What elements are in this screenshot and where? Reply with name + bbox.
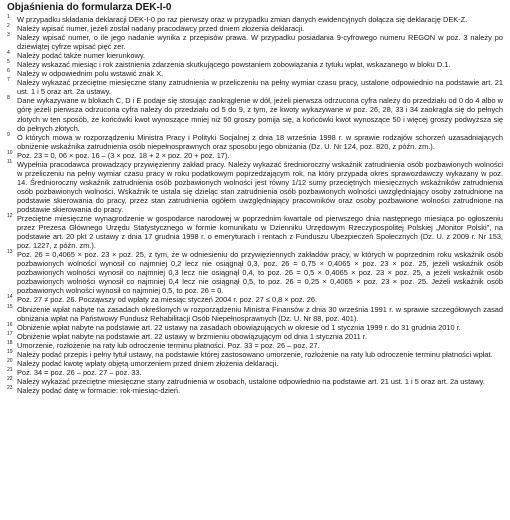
note-text: Należy wskazać miesiąc i rok zaistnienia zdarzenia skutkującego powstaniem zobowiązania z tytułu wpłat, wskazanego w bloku D.1. bbox=[17, 60, 451, 70]
note-item bbox=[7, 78, 503, 96]
notes-list bbox=[7, 15, 503, 395]
note-text: Należy podać kwotę wpłaty objętą umorzeniem przed dniem złożenia deklaracji. bbox=[17, 358, 279, 368]
note-number: 3 bbox=[7, 32, 10, 39]
note-number: 7 bbox=[7, 77, 10, 84]
note-number: 10 bbox=[7, 149, 13, 156]
note-number: 9 bbox=[7, 131, 10, 138]
note-item bbox=[7, 368, 503, 377]
note-number: 6 bbox=[7, 68, 10, 75]
note-text: Należy wpisać numer, o ile jego nadanie wynika z przepisów prawa. W przypadku posiadania 9-cyfrowego numeru REGON w poz. 3 należy po dziewiątej cyfrze wpisać pięć zer. bbox=[17, 33, 503, 52]
note-item bbox=[7, 332, 503, 341]
note-number: 20 bbox=[7, 357, 13, 364]
note-item bbox=[7, 96, 503, 132]
note-number: 12 bbox=[7, 213, 13, 220]
document-title: Objaśnienia do formularza DEK-I-0 bbox=[7, 2, 172, 13]
note-item bbox=[7, 15, 503, 24]
note-number: 2 bbox=[7, 23, 10, 30]
note-text: Należy podać datę w formacie: rok-miesiąc-dzień. bbox=[17, 385, 181, 395]
note-text: Poz. 27 ≠ poz. 26. Począwszy od wpłaty za miesiąc styczeń 2004 r. poz. 27 ≤ 0,8 × poz. 26. bbox=[17, 295, 317, 305]
note-text: Należy w odpowiednim polu wstawić znak X. bbox=[17, 69, 164, 79]
note-number: 15 bbox=[7, 303, 13, 310]
note-text: Umorzenie, rozłożenie na raty lub odroczenie terminu płatności. Poz. 33 = poz. 26 – poz. 27. bbox=[17, 340, 320, 350]
note-number: 11 bbox=[7, 158, 13, 165]
note-item bbox=[7, 341, 503, 350]
note-text: Poz. 23 = 0, 06 × poz. 16 – (3 × poz. 18 + 2 × poz. 20 + poz. 17). bbox=[17, 150, 230, 160]
note-text: Obniżenie wpłat nabyte na podstawie art. 22 ustawy w brzmieniu obowiązującym od dnia 1 stycznia 2011 r. bbox=[17, 331, 367, 341]
note-text: Obniżenie wpłat nabyte na podstawie art. 22 ustawy na zasadach obowiązujących w okresie od 1 stycznia 1999 r. do 31 grudnia 2010 r. bbox=[17, 322, 461, 332]
note-number: 22 bbox=[7, 375, 13, 382]
note-item bbox=[7, 33, 503, 51]
note-number: 5 bbox=[7, 59, 10, 66]
note-text: Wypełnia pracodawca prowadzący przywięzienny zakład pracy. Należy wykazać średnioroczny wskaźnik zatrudnienia osób pozbawionych wolności w przeliczeniu na pełny wymiar czasu pracy w roku podatkowym poprzedzającym rok, na który przypada okres sprawozdawczy wykazany w poz. 14. Średnioroczny wskaźnik zatrudnienia osób pozbawionych wolności jest równy 1/12 sumy przeciętnych miesięcznych wskaźników zatrudnienia osób pozbawionych wolności. Wskaźnik te ustala się dzieląc stan zatrudnienia osób pozbawionych wolności uwzględniający osoby zatrudnione na podstawie skierowania do pracy, przez stan zatrudnienia ogółem uwzględniający pracowników oraz osoby pozbawione wolności zatrudnione na podstawie skierowania do pracy. bbox=[17, 159, 503, 214]
note-number: 4 bbox=[7, 50, 10, 57]
note-item bbox=[7, 350, 503, 359]
note-number: 14 bbox=[7, 294, 13, 301]
note-item bbox=[7, 359, 503, 368]
note-item bbox=[7, 60, 503, 69]
note-item bbox=[7, 323, 503, 332]
note-text: Poz. 26 = 0,4065 × poz. 23 × poz. 25, z tym, że w odniesieniu do przywięziennych zakładów pracy, w których w poprzednim roku wskaźnik osób pozbawionych wolności wynosił co najmniej 0,2 lecz nie osiągnął 0,3, poz. 26 = 0,75 × 0,4065 × poz. 23 × poz. 25, jeżeli wskaźnik osób pozbawionych wolności wynosił co najmniej 0,3 lecz nie osiągnął 0,4, to poz. 26 = 0,5 × 0,4065 × poz. 23 × poz. 25, a jeżeli wskaźnik osób pozbawionych wolności wynosił co najmniej 0,4 lecz nie osiągnął 0,5, to poz. 26 = 0,25 × 0,4065 × poz. 23 × poz. 25. Jeżeli wskaźnik osób pozbawionych wolności wynosił co najmniej 0,5, to poz. 26 = 0. bbox=[17, 250, 503, 296]
note-item bbox=[7, 377, 503, 386]
note-item bbox=[7, 24, 503, 33]
note-text: Należy wykazać przeciętne miesięczne stany zatrudnienia w osobach, ustalone odpowiednio na podstawie art. 21 ust. 1 i 5 oraz art. 2a ustawy. bbox=[17, 376, 485, 386]
note-item bbox=[7, 386, 503, 395]
note-text: Przeciętne miesięczne wynagrodzenie w gospodarce narodowej w poprzednim kwartale od pierwszego dnia następnego miesiąca po ogłoszeniu przez Prezesa Głównego Urzędu Statystycznego w formie komunikatu w Dzienniku Urzędowym Rzeczypospolitej Polskiej „Monitor Polski", na podstawie art. 20 pkt 2 ustawy z dnia 17 grudnia 1998 r. o emeryturach i rentach z Funduszu Ubezpieczeń Społecznych (Dz. U. z 2009 r. Nr 153, poz. 1227, z późn. zm.). bbox=[17, 214, 503, 251]
note-item bbox=[7, 305, 503, 323]
note-text: W przypadku składania deklaracji DEK-I-0 po raz pierwszy oraz w przypadku zmian danych ewidencyjnych dołącza się deklarację DEK-Z. bbox=[17, 15, 468, 24]
note-text: Należy wykazać przeciętne miesięczne stany zatrudnienia w przeliczeniu na pełny wymiar czasu pracy, ustalone odpowiednio na podstawie art. 21 ust. 1 i 5 oraz art. 2a ustawy. bbox=[17, 78, 503, 97]
note-number: 1 bbox=[7, 14, 10, 20]
note-text: O których mowa w rozporządzeniu Ministra Pracy i Polityki Socjalnej z dnia 18 września 1998 r. w sprawie rodzajów schorzeń uzasadniających obniżenie wskaźnika zatrudnienia osób niepełnosprawnych oraz sposobu jego obniżania (Dz. U. Nr 124, poz. 820, z późn. zm.). bbox=[17, 132, 503, 151]
note-number: 13 bbox=[7, 249, 13, 256]
note-item bbox=[7, 160, 503, 214]
note-text: Należy podać także numer kierunkowy. bbox=[17, 51, 146, 61]
note-number: 18 bbox=[7, 339, 13, 346]
note-text: Należy wpisać numer, jeżeli został nadany pracodawcy przed dniem złożenia deklaracji. bbox=[17, 24, 305, 34]
note-text: Należy podać przepis i pełny tytuł ustawy, na podstawie której zastosowano umorzenie, rozłożenie na raty lub odroczenie terminu płatności wpłat. bbox=[17, 349, 493, 359]
note-item bbox=[7, 214, 503, 250]
note-item bbox=[7, 151, 503, 160]
note-text: Poz. 34 = poz. 26 – poz. 27 – poz. 33. bbox=[17, 367, 142, 377]
note-number: 23 bbox=[7, 384, 13, 391]
note-number: 16 bbox=[7, 321, 13, 328]
note-text: Dane wykazywane w blokach C, D i E podaje się stosując zaokrąglenie w dół, jeżeli pierwsza odrzucona cyfra należy do przedziału od 0 do 4 albo w górę jeżeli pierwsza odrzucona cyfra należy do przedziału od 5 do 9, z tym, że kwoty wykazywane w poz. 26, 28, 33 i 34 zaokrągla się do pełnych złotych w ten sposób, że końcówki kwot wynoszące mniej niż 50 groszy pomija się, a końcówki kwot wynoszące 50 i więcej groszy podwyższa się do pełnych złotych. bbox=[17, 96, 503, 133]
note-number: 21 bbox=[7, 366, 13, 373]
note-number: 19 bbox=[7, 348, 13, 355]
note-number: 17 bbox=[7, 330, 13, 337]
note-number: 8 bbox=[7, 95, 10, 102]
note-item bbox=[7, 51, 503, 60]
note-item bbox=[7, 250, 503, 295]
note-item bbox=[7, 133, 503, 151]
note-item bbox=[7, 295, 503, 304]
note-item bbox=[7, 69, 503, 78]
note-text: Obniżenie wpłat nabyte na zasadach określonych w rozporządzeniu Ministra Finansów z dnia 30 września 1991 r. w sprawie szczegółowych zasad obniżania wpłat na Państwowy Fundusz Rehabilitacji Osób Niepełnosprawnych (Dz. U. Nr 88, poz. 401). bbox=[17, 304, 503, 323]
